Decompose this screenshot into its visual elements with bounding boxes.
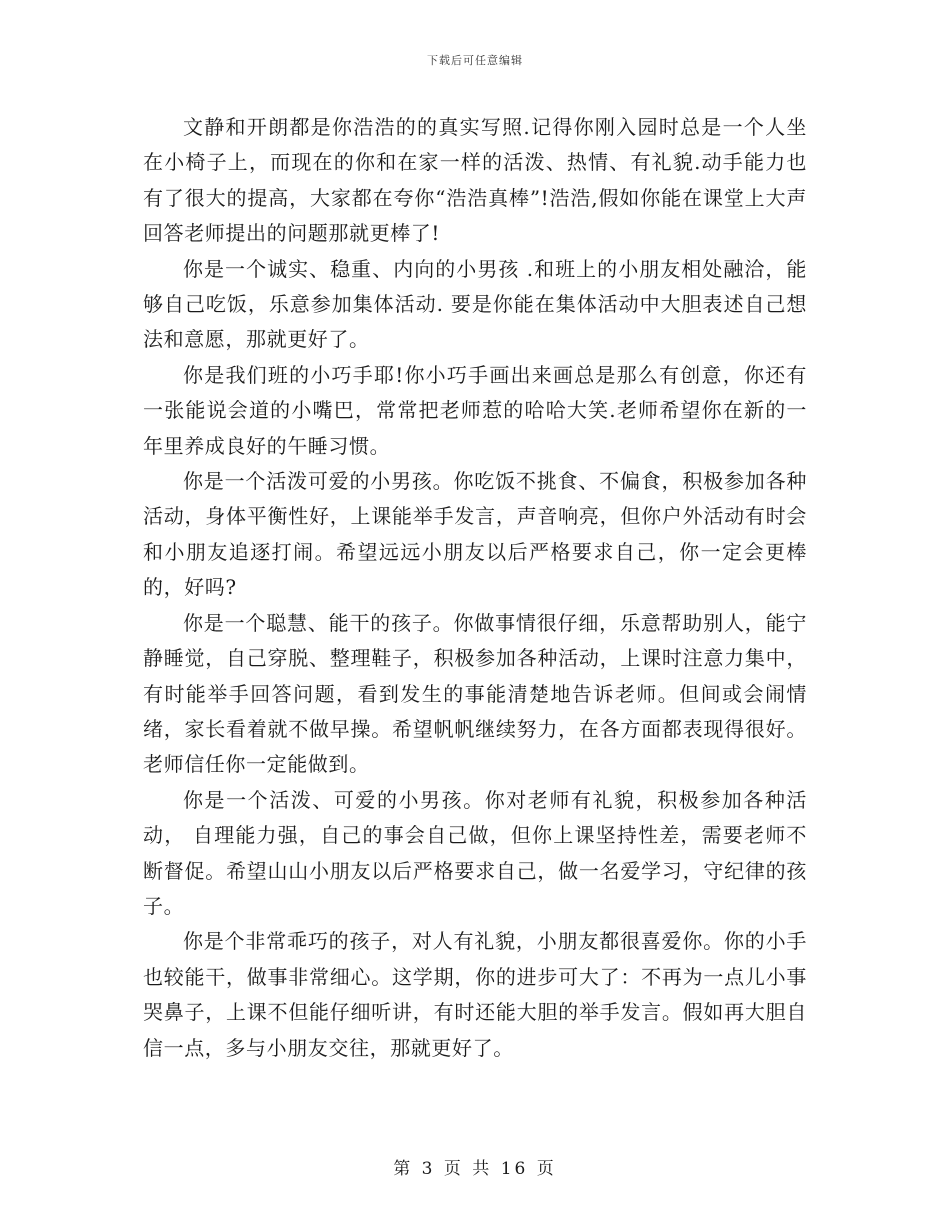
document-body (143, 110, 807, 1066)
paragraph-2: 你是一个诚实、稳重、内向的小男孩 .和班上的小朋友相处融洽，能够自己吃饭，乐意参加集体活动. 要是你能在集体活动中大胆表述自己想法和意愿，那就更好了。 (143, 256, 807, 352)
paragraph-3: 你是我们班的小巧手耶!你小巧手画出来画总是那么有创意，你还有一张能说会道的小嘴巴，常常把老师惹的哈哈大笑.老师希望你在新的一年里养成良好的午睡习惯。 (143, 362, 807, 458)
paragraph-1: 文静和开朗都是你浩浩的的真实写照.记得你刚入园时总是一个人坐在小椅子上，而现在的你和在家一样的活泼、热情、有礼貌.动手能力也有了很大的提高，大家都在夸你“浩浩真棒”!浩浩,假如你能在课堂上大声回答老师提出的问题那就更棒了! (143, 115, 807, 246)
paragraph-6: 你是一个活泼、可爱的小男孩。你对老师有礼貌，积极参加各种活动， 自理能力强，自己的事会自己做，但你上课坚持性差，需要老师不断督促。希望山山小朋友以后严格要求自己，做一名爱学习，守纪律的孩子。 (143, 787, 807, 918)
page-header: 下载后可任意编辑 (427, 54, 523, 67)
paragraph-7: 你是个非常乖巧的孩子，对人有礼貌，小朋友都很喜爱你。你的小手也较能干，做事非常细心。这学期，你的进步可大了：不再为一点儿小事哭鼻子，上课不但能仔细听讲，有时还能大胆的举手发言。假如再大胆自信一点，多与小朋友交往，那就更好了。 (143, 929, 807, 1060)
page-number: 第 3 页 共 16 页 (393, 1159, 557, 1179)
paragraph-5: 你是一个聪慧、能干的孩子。你做事情很仔细，乐意帮助别人，能宁静睡觉，自己穿脱、整理鞋子，积极参加各种活动，上课时注意力集中，有时能举手回答问题，看到发生的事能清楚地告诉老师。但间或会闹情绪，家长看着就不做早操。希望帆帆继续努力，在各方面都表现得很好。老师信任你一定能做到。 (143, 610, 807, 777)
paragraph-4: 你是一个活泼可爱的小男孩。你吃饭不挑食、不偏食，积极参加各种活动，身体平衡性好，上课能举手发言，声音响亮，但你户外活动有时会和小朋友追逐打闹。希望远远小朋友以后严格要求自己，你一定会更棒的，好吗? (143, 469, 807, 600)
